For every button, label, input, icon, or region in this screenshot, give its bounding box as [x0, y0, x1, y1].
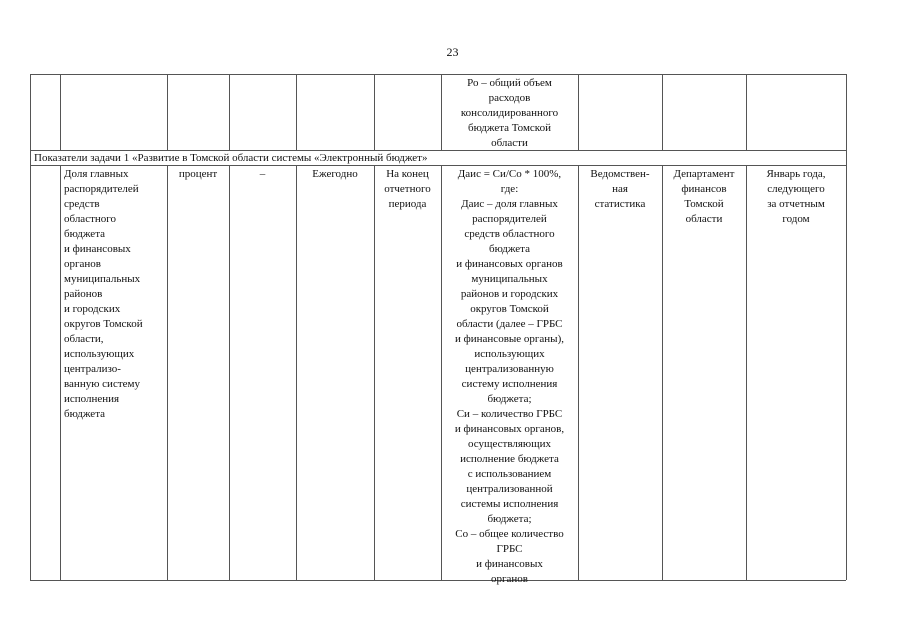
formula-line: систему исполнения	[461, 378, 558, 390]
formula-line: бюджета	[488, 243, 530, 255]
formula-line: Даис – доля главных	[461, 198, 558, 210]
indicator-name-line: средств	[64, 198, 100, 210]
col-border-8-row	[662, 165, 663, 580]
dash-cell: –	[259, 168, 266, 180]
col-border-7-row	[578, 165, 579, 580]
indicator-name-line: районов	[64, 288, 103, 300]
responsible-line: Департамент	[673, 168, 735, 180]
col-border-2-row	[167, 165, 168, 580]
formula-continuation-cell	[441, 76, 578, 151]
formula-line: распорядителей	[472, 213, 547, 225]
formula-line: системы исполнения	[460, 498, 559, 510]
formula-continuation-line: бюджета Томской	[468, 122, 551, 134]
indicator-name-line: централизо-	[64, 363, 121, 375]
col-border-3-top	[229, 74, 230, 150]
deadline-line: годом	[782, 213, 810, 225]
formula-line: области (далее – ГРБС	[456, 318, 563, 330]
indicator-name-line: Доля главных	[64, 168, 129, 180]
formula-line: с использованием	[467, 468, 552, 480]
responsible-line: финансов	[681, 183, 727, 195]
col-border-0	[30, 74, 31, 580]
source-line: Ведомствен-	[590, 168, 650, 180]
formula-line: бюджета;	[487, 393, 532, 405]
deadline-line: Январь года,	[766, 168, 826, 180]
indicator-name-line: ванную систему	[64, 378, 140, 390]
formula-line: и финансовых органов,	[454, 423, 565, 435]
table-bottom-border	[30, 580, 846, 581]
formula-line: централизованной	[466, 483, 553, 495]
col-border-2-top	[167, 74, 168, 150]
source-line: ная	[612, 183, 628, 195]
deadline-line: за отчетным	[767, 198, 825, 210]
responsible-line: области	[685, 213, 723, 225]
formula-line: использующих	[474, 348, 545, 360]
frequency-cell: Ежегодно	[312, 168, 358, 180]
col-border-1-row	[60, 165, 61, 580]
col-border-5-top	[374, 74, 375, 150]
formula-line: Си – количество ГРБС	[456, 408, 563, 420]
table-top-border	[30, 74, 846, 75]
indicator-name-line: и финансовых	[64, 243, 131, 255]
formula-line: и финансовых органов	[456, 258, 563, 270]
formula-line: ГРБС	[496, 543, 523, 555]
period-line: периода	[388, 198, 427, 210]
source-line: статистика	[594, 198, 646, 210]
formula-line: Со – общее количество	[455, 528, 564, 540]
source-cell	[578, 167, 662, 212]
col-border-3-row	[229, 165, 230, 580]
col-border-4-row	[296, 165, 297, 580]
formula-line: Даис = Си/Со * 100%,	[457, 168, 562, 180]
formula-line: муниципальных	[471, 273, 548, 285]
deadline-cell	[746, 167, 846, 227]
formula-continuation-line: области	[491, 137, 528, 149]
indicator-name-cell	[64, 167, 143, 422]
col-border-4-top	[296, 74, 297, 150]
formula-line: бюджета;	[487, 513, 532, 525]
deadline-line: следующего	[767, 183, 825, 195]
period-line: На конец	[386, 168, 429, 180]
indicator-name-line: муниципальных	[64, 273, 141, 285]
col-border-7-top	[578, 74, 579, 150]
formula-line: округов Томской	[470, 303, 549, 315]
formula-line: средств областного	[464, 228, 555, 240]
indicator-name-line: органов	[64, 258, 101, 270]
responsible-cell	[662, 167, 746, 227]
formula-line: и финансовых	[476, 558, 543, 570]
indicator-name-line: области,	[64, 333, 104, 345]
indicator-name-line: использующих	[64, 348, 135, 360]
formula-line: исполнение бюджета	[460, 453, 559, 465]
indicator-name-line: округов Томской	[64, 318, 143, 330]
formula-line: централизованную	[465, 363, 554, 375]
indicator-name-line: распорядителей	[64, 183, 139, 195]
formula-line: органов	[491, 573, 528, 585]
col-border-8-top	[662, 74, 663, 150]
formula-line: районов и городских	[460, 288, 559, 300]
unit-cell: процент	[178, 168, 218, 180]
indicator-name-line: областного	[64, 213, 117, 225]
responsible-line: Томской	[684, 198, 724, 210]
period-line: отчетного	[384, 183, 431, 195]
indicator-name-line: исполнения	[64, 393, 120, 405]
formula-line: где:	[500, 183, 519, 195]
formula-cell	[441, 167, 578, 587]
period-cell	[374, 167, 441, 212]
col-border-5-row	[374, 165, 375, 580]
col-border-1-top	[60, 74, 61, 150]
col-border-9-top	[746, 74, 747, 150]
indicator-name-line: и городских	[64, 303, 121, 315]
formula-line: осуществляющих	[468, 438, 551, 450]
indicator-name-line: бюджета	[64, 228, 106, 240]
page-number: 23	[446, 45, 459, 59]
col-border-9-row	[746, 165, 747, 580]
formula-continuation-line: консолидированного	[460, 107, 559, 119]
indicator-name-line: бюджета	[64, 408, 106, 420]
formula-continuation-line: Ро – общий объем	[467, 77, 552, 89]
col-border-10	[846, 74, 847, 580]
formula-line: и финансовые органы),	[455, 333, 564, 345]
formula-continuation-line: расходов	[488, 92, 531, 104]
section-header: Показатели задачи 1 «Развитие в Томской области системы «Электронный бюджет»	[34, 152, 428, 164]
